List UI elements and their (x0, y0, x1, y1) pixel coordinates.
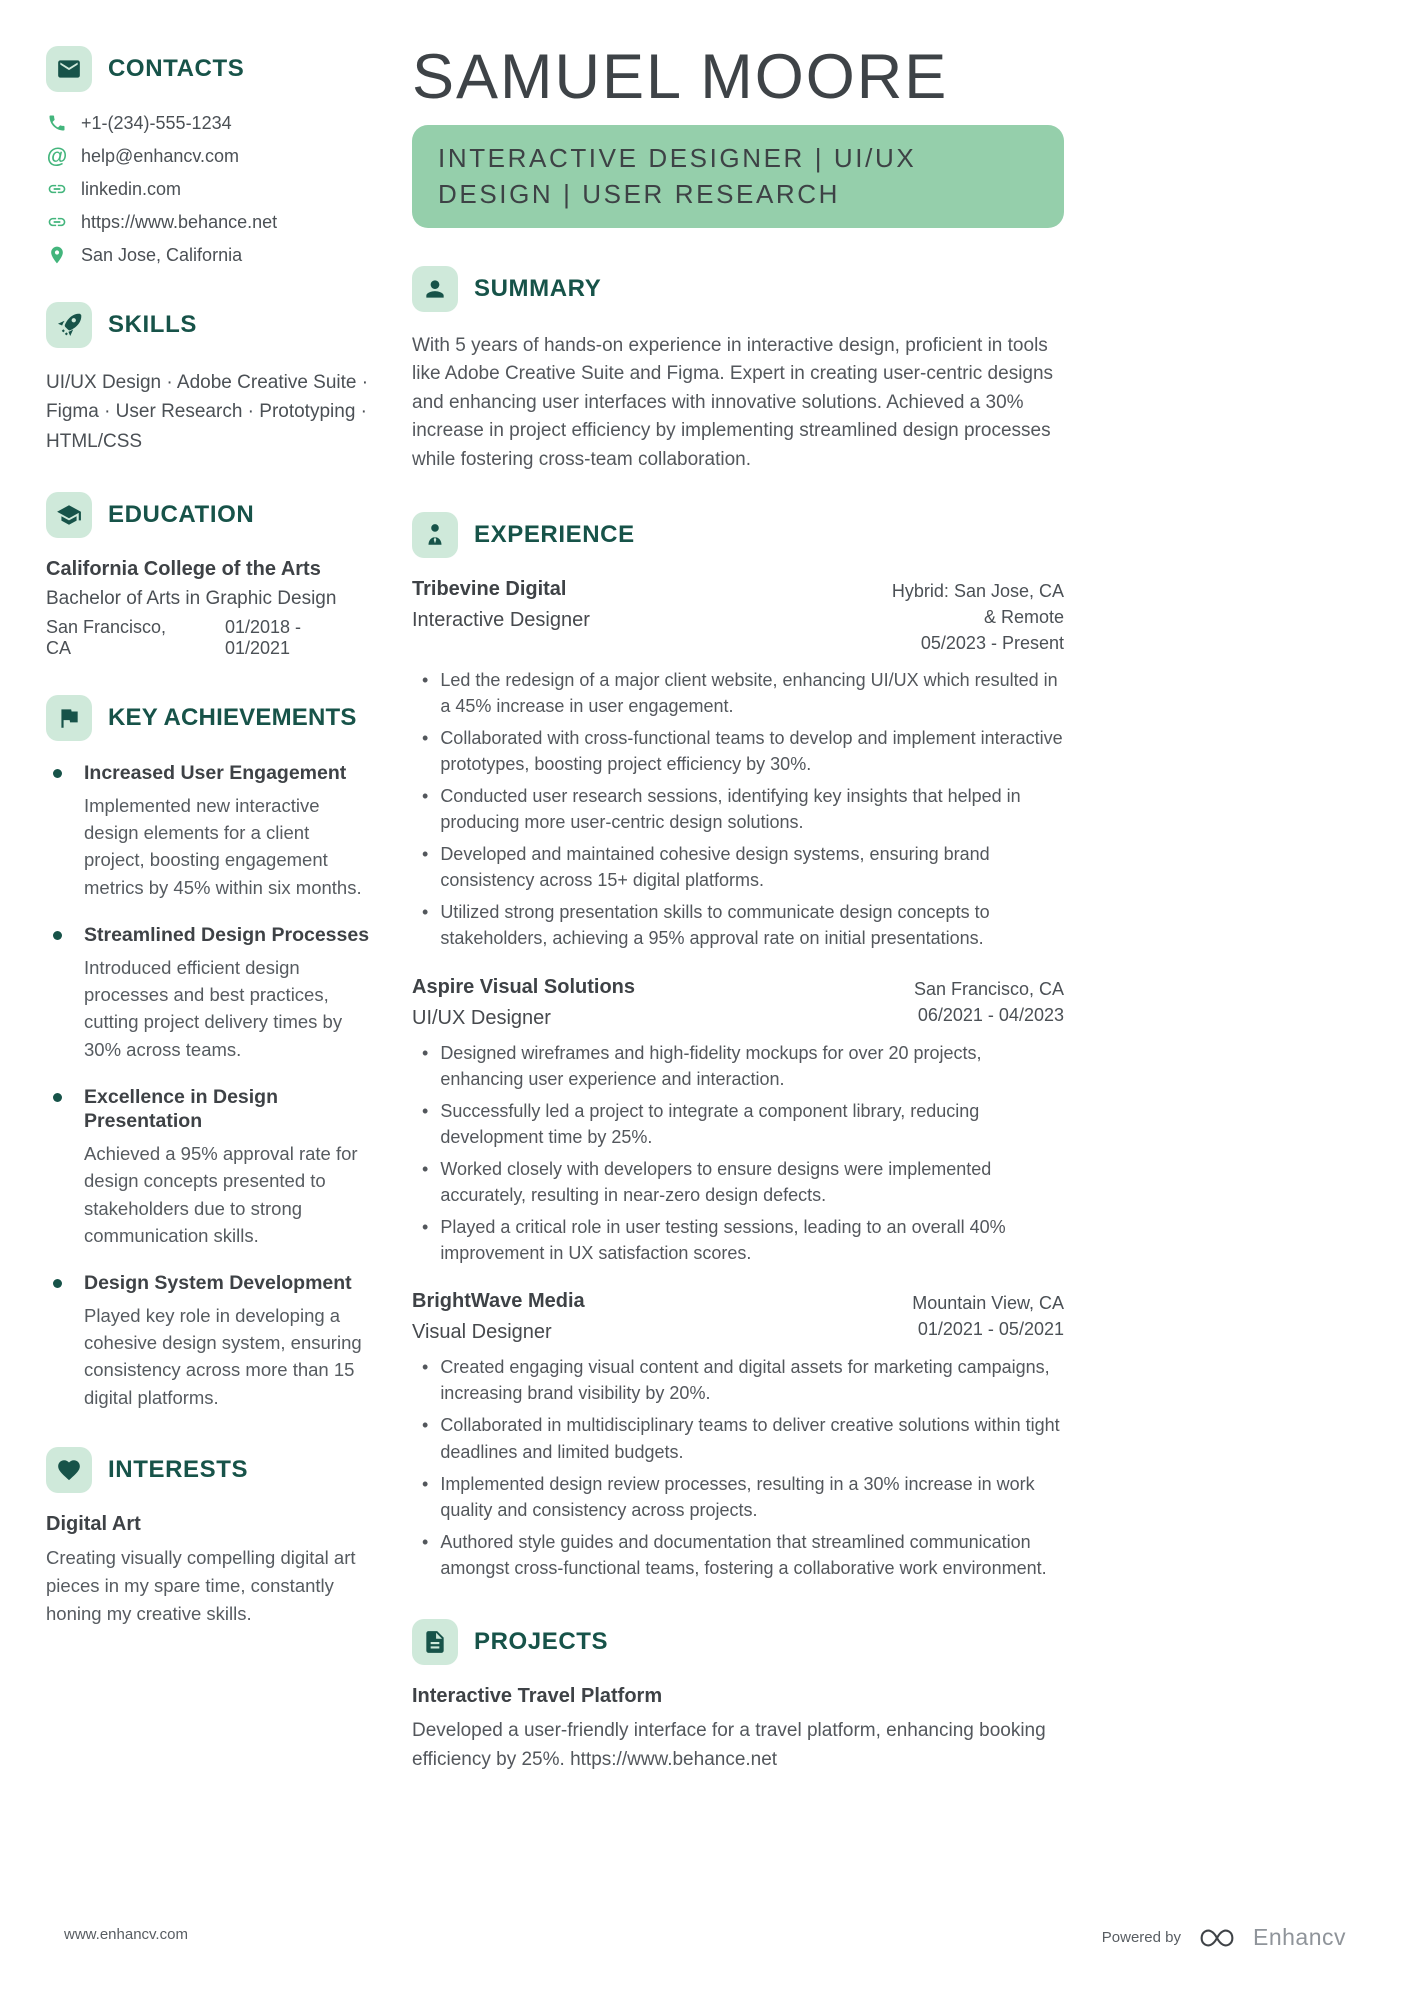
bullet-dot-icon (53, 1279, 62, 1288)
job-location: Mountain View, CA (912, 1293, 1064, 1314)
experience-bullet: • Designed wireframes and high-fidelity mockups for over 20 projects, enhancing user experience and interaction. (422, 1042, 982, 1089)
headline-banner: INTERACTIVE DESIGNER | UI/UX DESIGN | USER RESEARCH (412, 125, 1064, 228)
sidebar (46, 46, 370, 1774)
contact-phone (46, 112, 370, 134)
achievements-title: KEY ACHIEVEMENTS (108, 704, 357, 732)
interests-header (46, 1447, 370, 1493)
education-school: California College of the Arts (46, 558, 321, 581)
education-dates: 01/2018 - 01/2021 (224, 617, 302, 659)
main-column (412, 42, 1064, 1774)
envelope-icon (46, 46, 92, 92)
experience-bullet: • Developed and maintained cohesive design systems, ensuring brand consistency across 15+ digital platforms. (422, 844, 990, 891)
link-icon (46, 178, 68, 200)
experience-bullet: • Created engaging visual content and digital assets for marketing campaigns, increasing brand visibility by 20%. (422, 1357, 1050, 1404)
contacts-title: CONTACTS (108, 55, 245, 82)
bullet-dot-icon (53, 769, 62, 778)
footer-site-url: www.enhancv.com (64, 1926, 188, 1943)
achievement-title: Design System Development (84, 1272, 352, 1295)
achievement-title: Increased User Engagement (84, 762, 347, 785)
skills-header (46, 302, 370, 348)
job-location: Hybrid: San Jose, CA & Remote (891, 581, 1064, 628)
company-name: Tribevine Digital (412, 578, 567, 601)
at-sign-icon: @ (46, 144, 68, 168)
experience-bullet: • Conducted user research sessions, identifying key insights that helped in producing more user-centric design solutions. (422, 785, 1021, 833)
education-title: EDUCATION (108, 501, 255, 529)
location-pin-icon (46, 244, 68, 266)
achievement-title: Streamlined Design Processes (84, 924, 370, 947)
contact-location (46, 244, 370, 266)
contacts-section (46, 46, 370, 266)
interests-section (46, 1447, 370, 1627)
contact-behance[interactable] (46, 211, 370, 233)
experience-bullet: • Utilized strong presentation skills to communicate design concepts to stakeholders, achieving a 95% approval rate on initial presentations. (422, 902, 990, 949)
contacts-header (46, 46, 370, 92)
achievement-item (46, 761, 370, 901)
achievement-item (46, 1085, 370, 1249)
achievements-header (46, 695, 370, 741)
experience-section (412, 512, 1064, 1581)
summary-title: SUMMARY (474, 274, 602, 302)
experience-bullet: • Authored style guides and documentation that streamlined communication amongst cross-functional teams, fostering a collaborative work environment. (422, 1531, 1047, 1578)
company-name: Aspire Visual Solutions (412, 975, 636, 998)
education-header (46, 492, 370, 538)
experience-bullet: • Played a critical role in user testing sessions, leading to an overall 40% improvement in UX satisfaction scores. (422, 1217, 1006, 1264)
summary-text: With 5 years of hands-on experience in interactive design, proficient in tools like Adobe Creative Suite and Figma. Expert in creating user-centric designs and enhancing user interfaces with innovative solutions. Achieved a 30% increase in project efficiency by implementing streamlined design processes while fostering cross-team collaboration. (412, 334, 1054, 470)
enhancv-logo-icon (1194, 1926, 1240, 1950)
powered-by-label: Powered by (1101, 1929, 1181, 1946)
company-name: BrightWave Media (412, 1290, 585, 1313)
skills-list: UI/UX Design · Adobe Creative Suite · Figma · User Research · Prototyping · HTML/CSS (46, 372, 369, 452)
role-title: Interactive Designer (412, 609, 590, 632)
contact-linkedin[interactable] (46, 178, 370, 200)
achievements-section (46, 695, 370, 1411)
projects-section (412, 1619, 1064, 1774)
contact-behance-value: https://www.behance.net (81, 211, 278, 232)
interests-title: INTERESTS (108, 1456, 249, 1484)
document-icon (412, 1619, 458, 1665)
experience-bullet: • Collaborated with cross-functional teams to develop and implement interactive prototypes, boosting project efficiency by 30%. (422, 727, 1063, 774)
person-suit-icon (412, 512, 458, 558)
achievement-description: Implemented new interactive design elements for a client project, boosting engagement metrics by 45% within six months. (84, 794, 362, 898)
experience-entry (412, 578, 1064, 951)
role-title: Visual Designer (412, 1321, 552, 1344)
education-location: San Francisco, CA (46, 617, 167, 659)
experience-bullet: • Collaborated in multidisciplinary teams to deliver creative solutions within tight deadlines and limited budgets. (422, 1415, 1060, 1462)
experience-bullet: • Led the redesign of a major client website, enhancing UI/UX which resulted in a 45% increase in user engagement. (422, 669, 1058, 716)
contact-phone-value: +1-(234)-555-1234 (81, 112, 232, 133)
experience-bullet: • Successfully led a project to integrate a component library, reducing development time by 25%. (422, 1100, 980, 1147)
footer-branding (1102, 1924, 1346, 1951)
graduation-cap-icon (46, 492, 92, 538)
job-location: San Francisco, CA (913, 978, 1064, 999)
flag-icon (46, 695, 92, 741)
achievement-item (46, 923, 370, 1063)
experience-title: EXPERIENCE (474, 521, 635, 549)
achievement-description: Achieved a 95% approval rate for design concepts presented to stakeholders due to strong communication skills. (84, 1142, 358, 1246)
experience-entry (412, 1290, 1064, 1581)
summary-section (412, 266, 1064, 475)
role-title: UI/UX Designer (412, 1006, 551, 1029)
experience-entry (412, 976, 1064, 1267)
skills-title: SKILLS (108, 311, 197, 338)
contact-email-value: help@enhancv.com (81, 145, 240, 166)
person-icon (412, 266, 458, 312)
interest-title: Digital Art (46, 1513, 141, 1536)
candidate-name: SAMUEL MOORE (412, 42, 949, 112)
summary-header (412, 266, 1064, 312)
experience-header (412, 512, 1064, 558)
achievement-description: Played key role in developing a cohesive design system, ensuring consistency across more than 15 digital platforms. (84, 1304, 362, 1408)
experience-bullet: • Implemented design review processes, resulting in a 30% increase in work quality and consistency across projects. (422, 1473, 1035, 1520)
projects-header (412, 1619, 1064, 1665)
heart-icon (46, 1447, 92, 1493)
job-dates: 01/2021 - 05/2021 (917, 1319, 1064, 1340)
bullet-dot-icon (53, 1093, 62, 1102)
link-icon (46, 211, 68, 233)
skills-section (46, 302, 370, 456)
contact-email (46, 145, 370, 167)
job-dates: 05/2023 - Present (920, 633, 1064, 654)
contact-linkedin-value: linkedin.com (81, 178, 182, 199)
phone-icon (46, 112, 68, 134)
education-degree: Bachelor of Arts in Graphic Design (46, 588, 337, 610)
experience-bullet: • Worked closely with developers to ensure designs were implemented accurately, resulting in near-zero design defects. (422, 1158, 992, 1205)
achievement-item (46, 1271, 370, 1411)
bullet-dot-icon (53, 931, 62, 940)
job-dates: 06/2021 - 04/2023 (917, 1004, 1064, 1025)
interest-description: Creating visually compelling digital art pieces in my spare time, constantly honing my creative skills. (46, 1547, 356, 1624)
achievement-description: Introduced efficient design processes and best practices, cutting project delivery times by 30% across teams. (84, 956, 343, 1060)
achievement-title: Excellence in Design Presentation (84, 1086, 279, 1133)
project-title: Interactive Travel Platform (412, 1685, 663, 1707)
rocket-icon (46, 302, 92, 348)
enhancv-brand-name: Enhancv (1252, 1924, 1346, 1950)
education-section (46, 492, 370, 659)
contact-location-value: San Jose, California (81, 244, 243, 265)
projects-title: PROJECTS (474, 1628, 609, 1655)
project-description: Developed a user-friendly interface for a travel platform, enhancing booking efficiency by 25%. https://www.behance.net (412, 1720, 1046, 1770)
